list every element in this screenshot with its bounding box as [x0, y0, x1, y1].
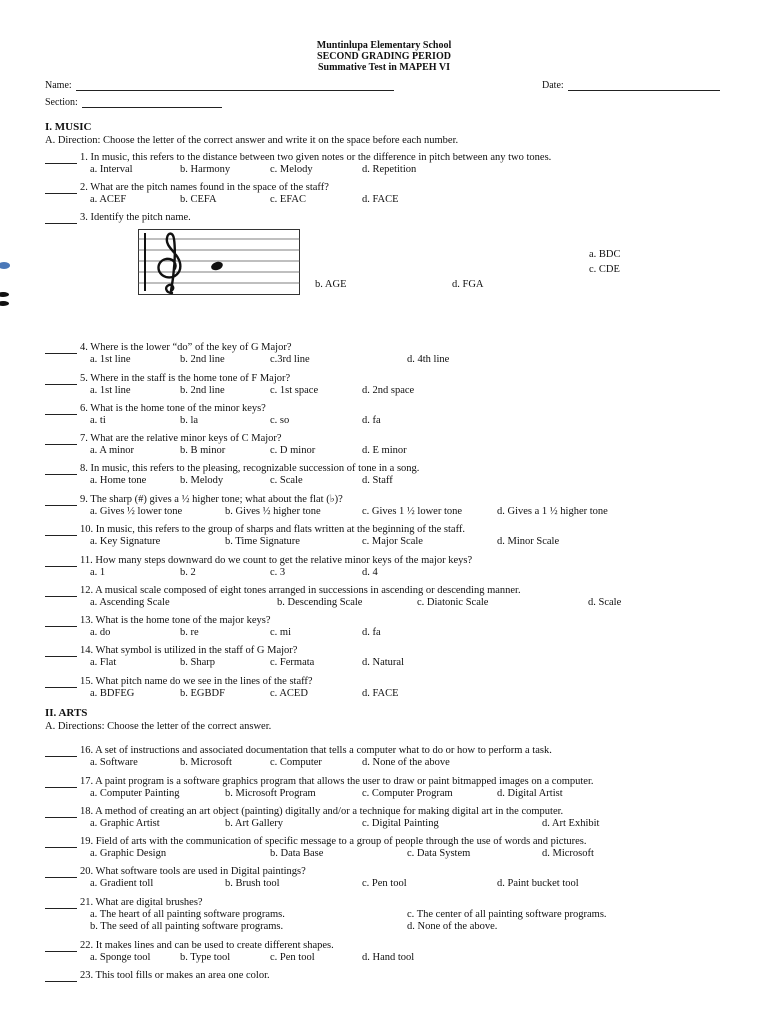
- answer-blank[interactable]: [45, 972, 77, 982]
- question-12: [45, 585, 745, 609]
- option-c: c. mi: [270, 627, 291, 638]
- grading-period: SECOND GRADING PERIOD: [317, 51, 451, 62]
- option-a: a. A minor: [90, 445, 135, 456]
- option-d: d. Paint bucket tool: [497, 878, 579, 889]
- option-c: c. Melody: [270, 164, 313, 175]
- option-c: c. Pen tool: [362, 878, 407, 889]
- option-d: d. Scale: [588, 597, 622, 608]
- options-row: [45, 627, 745, 639]
- option-a: a. Graphic Design: [90, 848, 167, 859]
- option-a: a. Gives ½ lower tone: [90, 506, 183, 517]
- music-staff: [138, 229, 300, 295]
- option-c: c. 1st space: [270, 385, 319, 396]
- option-a: a. ACEF: [90, 194, 127, 205]
- options-row: [45, 878, 745, 890]
- option-b: b. 2: [180, 567, 196, 578]
- section-row: [45, 97, 222, 108]
- option-d: d. 4th line: [407, 354, 450, 365]
- option-a: a. Home tone: [90, 475, 147, 486]
- option-a: a. Key Signature: [90, 536, 161, 547]
- options-row: [45, 385, 745, 397]
- question-stem: 18. A method of creating an art object (painting) digitally and/or a technique for making digital art in the computer.: [80, 806, 564, 817]
- option-d: d. Microsoft: [542, 848, 594, 859]
- answer-blank[interactable]: [45, 808, 77, 818]
- option-d: d. E minor: [362, 445, 407, 456]
- question-16: [45, 745, 745, 769]
- option-b: b. EGBDF: [180, 688, 225, 699]
- question-stem: 1. In music, this refers to the distance between two given notes or the difference in pitch between any two tones.: [80, 152, 552, 163]
- option-a: a. 1: [90, 567, 106, 578]
- question-3: [45, 212, 745, 224]
- answer-blank[interactable]: [45, 868, 77, 878]
- option-b: b. la: [180, 415, 199, 426]
- question-stem: 22. It makes lines and can be used to create different shapes.: [80, 940, 334, 951]
- option-b: b. 2nd line: [180, 385, 225, 396]
- answer-blank[interactable]: [45, 435, 77, 445]
- option-b: b. Type tool: [180, 952, 231, 963]
- option-c: c. Major Scale: [362, 536, 423, 547]
- treble-clef-icon: [159, 234, 181, 293]
- question-stem: 16. A set of instructions and associated documentation that tells a computer what to do or how to perform a task.: [80, 745, 552, 756]
- question-stem: 11. How many steps downward do we count to get the relative minor keys of the major keys?: [80, 555, 473, 566]
- question-2: [45, 182, 745, 206]
- question-19: [45, 836, 745, 860]
- option-b: b. CEFA: [180, 194, 217, 205]
- music-section-title: I. MUSIC: [45, 121, 92, 133]
- question-stem: 14. What symbol is utilized in the staff of G Major?: [80, 645, 298, 656]
- section-label: Section:: [45, 97, 78, 108]
- whole-note-icon: [210, 260, 224, 271]
- option-c: c. so: [270, 415, 290, 426]
- date-label: Date:: [542, 80, 564, 91]
- option-d: d. None of the above: [362, 757, 450, 768]
- options-row: [45, 597, 745, 609]
- option-d: d. Hand tool: [362, 952, 415, 963]
- option-b: b. 2nd line: [180, 354, 225, 365]
- date-field[interactable]: [568, 81, 720, 91]
- answer-blank[interactable]: [45, 838, 77, 848]
- question-stem: 20. What software tools are used in Digital paintings?: [80, 866, 306, 877]
- answer-blank[interactable]: [45, 344, 77, 354]
- option-a: a. BDFEG: [90, 688, 135, 699]
- option-b: b. re: [180, 627, 199, 638]
- question-stem: 5. Where in the staff is the home tone of F Major?: [80, 373, 291, 384]
- option-d: d. Digital Artist: [497, 788, 563, 799]
- question-stem: 6. What is the home tone of the minor keys?: [80, 403, 266, 414]
- question-23: [45, 970, 745, 982]
- option-d: d. 4: [362, 567, 378, 578]
- arts-direction: A. Directions: Choose the letter of the correct answer.: [45, 721, 272, 732]
- options-row: [45, 415, 745, 427]
- section-field[interactable]: [82, 98, 222, 108]
- options-row: [45, 567, 745, 579]
- option-a: a. 1st line: [90, 354, 131, 365]
- option-a: a. 1st line: [90, 385, 131, 396]
- document-header: [0, 40, 768, 73]
- option-b: b. Sharp: [180, 657, 215, 668]
- answer-blank[interactable]: [45, 184, 77, 194]
- question-20: [45, 866, 745, 890]
- option-d: d. fa: [362, 627, 381, 638]
- option-d: d. Staff: [362, 475, 393, 486]
- options-row: [45, 536, 745, 548]
- question-8: [45, 463, 745, 487]
- question-13: [45, 615, 745, 639]
- name-label: Name:: [45, 80, 72, 91]
- date-row: [542, 80, 720, 91]
- option-a: a. Graphic Artist: [90, 818, 160, 829]
- option-c: c. 3: [270, 567, 286, 578]
- option-b: b. Art Gallery: [225, 818, 284, 829]
- test-title: Summative Test in MAPEH VI: [317, 62, 451, 73]
- question-stem: 7. What are the relative minor keys of C Major?: [80, 433, 282, 444]
- question-stem: 8. In music, this refers to the pleasing, recognizable succession of tone in a song.: [80, 463, 420, 474]
- answer-blank[interactable]: [45, 942, 77, 952]
- answer-blank[interactable]: [45, 375, 77, 385]
- option-b: b. Descending Scale: [277, 597, 363, 608]
- question-stem: 12. A musical scale composed of eight tones arranged in successions in ascending or descending manner.: [80, 585, 521, 596]
- option-c: c. Pen tool: [270, 952, 315, 963]
- question-7: [45, 433, 745, 457]
- option-c: c. CDE: [589, 264, 620, 275]
- arts-section-title: II. ARTS: [45, 707, 88, 719]
- answer-blank[interactable]: [45, 747, 77, 757]
- options-row: [45, 194, 745, 206]
- answer-blank[interactable]: [45, 465, 77, 475]
- options-row: [45, 757, 745, 769]
- question-stem: 15. What pitch name do we see in the lines of the staff?: [80, 676, 313, 687]
- option-d: d. FGA: [452, 279, 484, 290]
- question-stem: 23. This tool fills or makes an area one color.: [80, 970, 270, 981]
- option-a: a. Gradient toll: [90, 878, 154, 889]
- options-row: [45, 506, 745, 518]
- options-row: [45, 354, 745, 366]
- option-b: b. Melody: [180, 475, 224, 486]
- option-a: a. Software: [90, 757, 138, 768]
- question-5: [45, 373, 745, 397]
- question-22: [45, 940, 745, 964]
- option-a: a. Computer Painting: [90, 788, 180, 799]
- question-14: [45, 645, 745, 669]
- option-d: d. Natural: [362, 657, 404, 668]
- option-d: d. None of the above.: [407, 921, 498, 932]
- question-stem: 13. What is the home tone of the major keys?: [80, 615, 271, 626]
- answer-blank[interactable]: [45, 899, 77, 909]
- question-21: [45, 897, 745, 933]
- name-field[interactable]: [76, 81, 394, 91]
- music-direction: A. Direction: Choose the letter of the correct answer and write it on the space before each number.: [45, 135, 459, 146]
- question-stem: 9. The sharp (#) gives a ½ higher tone; what about the flat (♭)?: [80, 494, 343, 505]
- options-row: [45, 164, 745, 176]
- option-b: b. B minor: [180, 445, 226, 456]
- question-1: [45, 152, 745, 176]
- option-a: a. do: [90, 627, 111, 638]
- question-18: [45, 806, 745, 830]
- question-stem: 21. What are digital brushes?: [80, 897, 203, 908]
- option-d: d. 2nd space: [362, 385, 415, 396]
- question-stem: 2. What are the pitch names found in the space of the staff?: [80, 182, 329, 193]
- question-10: [45, 524, 745, 548]
- option-d: d. Repetition: [362, 164, 417, 175]
- answer-blank[interactable]: [45, 214, 77, 224]
- answer-blank[interactable]: [45, 154, 77, 164]
- option-c: c. D minor: [270, 445, 316, 456]
- option-c: c. The center of all painting software programs.: [407, 909, 607, 920]
- option-b: b. The seed of all painting software programs.: [90, 921, 284, 932]
- question-17: [45, 776, 745, 800]
- edge-mark-bottom: [0, 301, 9, 306]
- option-c: c. Gives 1 ½ lower tone: [362, 506, 463, 517]
- option-d: d. Art Exhibit: [542, 818, 600, 829]
- answer-blank[interactable]: [45, 526, 77, 536]
- question-4: [45, 342, 745, 366]
- answer-blank[interactable]: [45, 405, 77, 415]
- question-stem: 4. Where is the lower “do” of the key of G Major?: [80, 342, 292, 353]
- question-6: [45, 403, 745, 427]
- option-c: c. EFAC: [270, 194, 306, 205]
- question-stem: 3. Identify the pitch name.: [80, 212, 191, 223]
- answer-blank[interactable]: [45, 647, 77, 657]
- answer-blank[interactable]: [45, 617, 77, 627]
- question-15: [45, 676, 745, 700]
- question-stem: 17. A paint program is a software graphics program that allows the user to draw or paint bitmapped images on a computer.: [80, 776, 594, 787]
- question-stem: 10. In music, this refers to the group of sharps and flats written at the beginning of the staff.: [80, 524, 466, 535]
- school-name: Muntinlupa Elementary School: [316, 40, 452, 51]
- answer-blank[interactable]: [45, 496, 77, 506]
- option-a: a. Flat: [90, 657, 117, 668]
- question-stem: 19. Field of arts with the communication of specific message to a group of people through the use of words and pictures.: [80, 836, 587, 847]
- option-c: c. Computer: [270, 757, 322, 768]
- option-c: c. Diatonic Scale: [417, 597, 489, 608]
- option-c: c. Scale: [270, 475, 303, 486]
- option-a: a. BDC: [589, 249, 621, 260]
- option-c: c. Data System: [407, 848, 471, 859]
- options-row: [45, 952, 745, 964]
- answer-blank[interactable]: [45, 557, 77, 567]
- option-d: d. fa: [362, 415, 381, 426]
- option-a: a. Sponge tool: [90, 952, 151, 963]
- options-row: [45, 445, 745, 457]
- option-c: c. Fermata: [270, 657, 315, 668]
- option-a: a. Interval: [90, 164, 133, 175]
- answer-blank[interactable]: [45, 678, 77, 688]
- option-d: d. FACE: [362, 194, 399, 205]
- option-b: b. Microsoft: [180, 757, 232, 768]
- option-b: b. Harmony: [180, 164, 231, 175]
- option-d: d. FACE: [362, 688, 399, 699]
- question-9: [45, 494, 745, 518]
- option-c: c. ACED: [270, 688, 308, 699]
- option-b: b. Gives ½ higher tone: [225, 506, 321, 517]
- edge-mark-mid: [0, 292, 9, 297]
- options-row: [45, 921, 745, 933]
- option-b: b. AGE: [315, 279, 347, 290]
- options-row: [45, 909, 745, 921]
- question-11: [45, 555, 745, 579]
- options-row: [45, 657, 745, 669]
- option-c: c. Computer Program: [362, 788, 453, 799]
- option-d: d. Gives a 1 ½ higher tone: [497, 506, 608, 517]
- option-d: d. Minor Scale: [497, 536, 560, 547]
- answer-blank[interactable]: [45, 778, 77, 788]
- answer-blank[interactable]: [45, 587, 77, 597]
- option-b: b. Data Base: [270, 848, 324, 859]
- option-c: c. Digital Painting: [362, 818, 439, 829]
- options-row: [45, 688, 745, 700]
- option-a: a. Ascending Scale: [90, 597, 170, 608]
- edge-mark-top: [0, 262, 10, 269]
- option-c: c.3rd line: [270, 354, 310, 365]
- options-row: [45, 475, 745, 487]
- options-row: [45, 788, 745, 800]
- options-row: [45, 818, 745, 830]
- option-b: b. Time Signature: [225, 536, 300, 547]
- option-b: b. Microsoft Program: [225, 788, 316, 799]
- name-row: [45, 80, 394, 91]
- option-b: b. Brush tool: [225, 878, 280, 889]
- option-a: a. ti: [90, 415, 106, 426]
- option-a: a. The heart of all painting software programs.: [90, 909, 285, 920]
- options-row: [45, 848, 745, 860]
